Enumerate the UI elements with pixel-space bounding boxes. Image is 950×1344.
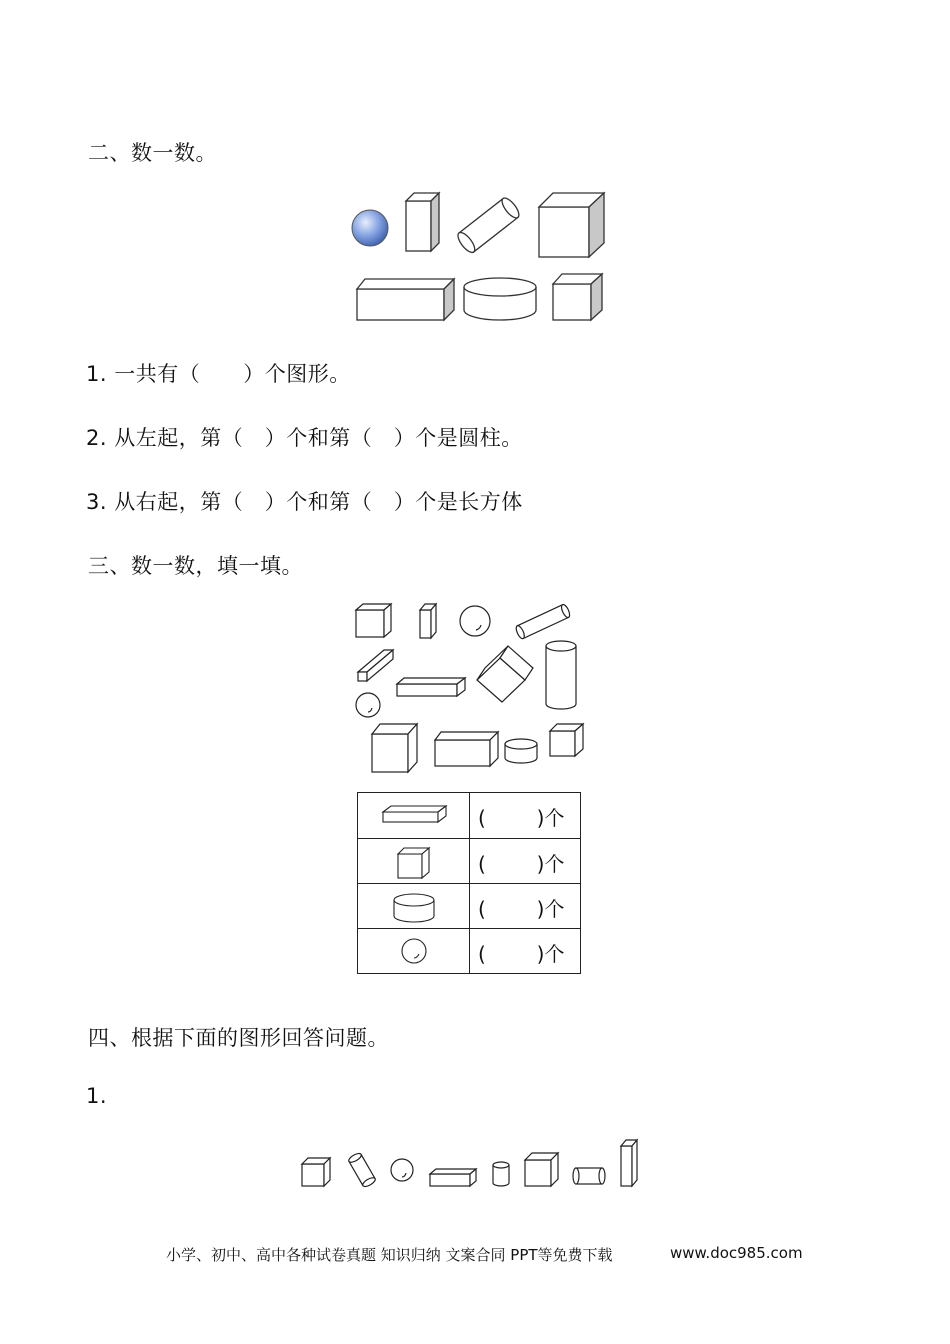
sphere-icon xyxy=(358,929,470,974)
section2-heading: 二、数一数。 xyxy=(88,141,217,165)
section2-question-3: 3. 从右起，第（ ）个和第（ ）个是长方体 xyxy=(86,490,523,514)
table-shape-cell xyxy=(358,793,470,838)
cube-icon xyxy=(372,724,417,772)
table-answer[interactable]: ( )个 xyxy=(478,806,565,830)
vertical-cylinder-icon xyxy=(493,1162,509,1186)
section3-shapes-figure xyxy=(350,600,590,778)
tilted-cylinder-icon xyxy=(455,195,522,255)
section4-shapes-row xyxy=(296,1134,646,1192)
rotated-cube-icon xyxy=(477,646,533,702)
tilted-cylinder-icon xyxy=(515,603,572,639)
cube-icon xyxy=(525,1153,558,1186)
table-row xyxy=(358,793,580,838)
footer-link[interactable]: www.doc985.com xyxy=(670,1244,803,1262)
table-shape-cell xyxy=(358,884,470,928)
cube-icon xyxy=(356,604,391,637)
cube-icon xyxy=(302,1158,330,1186)
section4-question-1: 1. xyxy=(86,1084,108,1108)
sphere-icon xyxy=(391,1159,413,1181)
tilted-cylinder-icon xyxy=(347,1152,376,1188)
sphere-icon xyxy=(352,210,388,246)
small-cube-icon xyxy=(553,274,602,320)
tall-cuboid-icon xyxy=(621,1140,637,1186)
tall-cuboid-icon xyxy=(406,193,439,251)
table-row xyxy=(358,883,580,928)
table-row xyxy=(358,838,580,883)
small-cube-icon xyxy=(550,724,583,756)
table-shape-cell xyxy=(358,929,470,973)
section3-heading: 三、数一数，填一填。 xyxy=(88,554,303,578)
table-row xyxy=(358,928,580,973)
flat-cylinder-icon xyxy=(464,278,536,320)
cylinder-icon xyxy=(358,884,470,929)
count-table xyxy=(357,792,581,974)
stick-cuboid-icon xyxy=(358,650,393,681)
flat-cuboid-icon xyxy=(397,678,465,696)
vertical-cylinder-icon xyxy=(546,641,576,709)
table-answer[interactable]: ( )个 xyxy=(478,852,565,876)
long-cuboid-icon xyxy=(357,279,454,320)
table-answer[interactable]: ( )个 xyxy=(478,897,565,921)
table-answer[interactable]: ( )个 xyxy=(478,942,565,966)
cuboid-icon xyxy=(435,732,498,766)
cuboid-icon xyxy=(358,793,470,838)
table-shape-cell xyxy=(358,839,470,883)
cube-icon xyxy=(539,193,604,257)
cube-icon xyxy=(358,839,470,884)
flat-cuboid-icon xyxy=(430,1169,476,1186)
footer-text: 小学、初中、高中各种试卷真题 知识归纳 文案合同 PPT等免费下载 xyxy=(166,1246,613,1264)
section2-question-1: 1. 一共有（ ）个图形。 xyxy=(86,362,351,386)
section2-question-2: 2. 从左起，第（ ）个和第（ ）个是圆柱。 xyxy=(86,426,523,450)
section2-shapes-figure xyxy=(348,186,610,326)
tall-cuboid-icon xyxy=(420,604,436,638)
section4-heading: 四、根据下面的图形回答问题。 xyxy=(88,1026,389,1050)
sphere-icon xyxy=(460,606,490,636)
flat-cylinder-icon xyxy=(505,739,537,763)
horizontal-cylinder-icon xyxy=(573,1168,605,1184)
sphere-icon xyxy=(356,693,380,717)
